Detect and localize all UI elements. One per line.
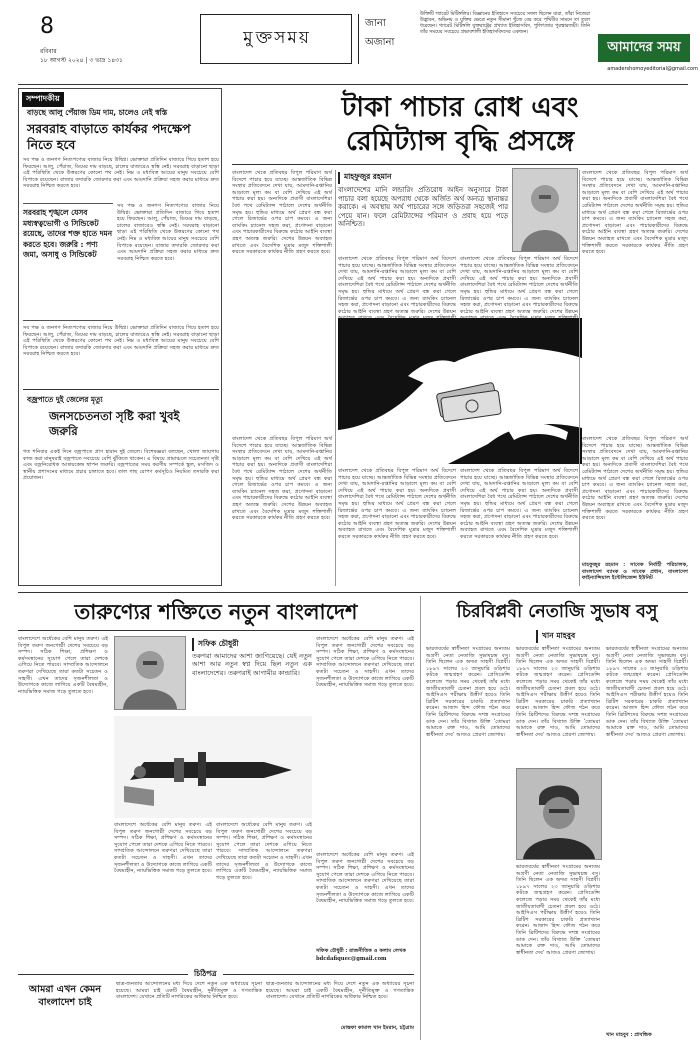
netaji-body-col: ভারতবর্ষের স্বাধীনতা সংগ্রামের অন্যতম অগ্রণী নেতা নেতাজি সুভাষচন্দ্র বসু। তিনি ছিলেন এক অদম্য সাহসী বিপ্লবী। ১৮৯৭ সালের ২৩ জানুয়ারি ওড়িশার কটকে জন্মগ্রহণ করেন। প্রেসিডেন্সি কলেজে পড়ার সময় থেকেই তাঁর মধ্যে জাতীয়তাবাদী চেতনা প্রবল হয়ে ওঠে। আইসিএস পরীক্ষায় উত্তীর্ণ হয়েও তিনি ব্রিটিশ সরকারের চাকরি প্রত্যাখ্যান করেন। আজাদ হিন্দ ফৌজ গঠন করে তিনি ব্রিটিশদের বিরুদ্ধে সশস্ত্র সংগ্রামের ডাক দেন। তাঁর বিখ্যাত উক্তি ‘তোমরা আমাকে রক্ত দাও, আমি তোমাদের স্বাধীনতা দেব’ আজও প্রেরণা জোগায়। [606,646,688,738]
youth-author-email: bdcdafiquec@gmail.com [316,956,387,962]
pen-illustration [114,716,312,818]
person-photo-icon [513,169,577,251]
youth-body-col: বাংলাদেশে অর্ধেকের বেশি মানুষ তরুণ। এই বিপুল তরুণ জনগোষ্ঠী দেশের সবচেয়ে বড় সম্পদ। সঠিক শিক্ষা, প্রশিক্ষণ ও কর্মসংস্থানের সুযোগ পেলে তারা দেশকে এগিয়ে নিতে পারবে। সাম্প্রতিক আন্দোলনে তরুণরা দেখিয়েছে তারা কতটা সচেতন ও সাহসী। এখন তাদের সৃজনশীলতা ও উদ্যোগকে কাজে লাগিয়ে একটি বৈষম্যহীন, ন্যায়ভিত্তিক সমাজ গড়ে তুলতে হবে। [216,822,312,881]
lead-author-note: মাহফুজুর রহমান : সাবেক নির্বাহী পরিচালক, বাংলাদেশ ব্যাংক ও সাবেক প্রধান, বাংলাদেশ ফাইন্যান্সিয়াল ইন্টেলিজেন্স ইউনিট [582,562,688,582]
lead-headline-2: রেমিট্যান্স বৃদ্ধি প্রসঙ্গে [345,126,575,157]
editorial2-body: গত শনিবার একই দিনে বজ্রপাতে প্রাণ হারান দুই জেলে। বিশেষজ্ঞরা বলছেন, খোলা জায়গায় কাজ করা মানুষরাই বজ্রপাতে সবচেয়ে বেশি ঝুঁকিতে থাকেন। এ বিষয়ে গ্রামাঞ্চলে সচেতনতা সৃষ্টি এবং বজ্রনিরোধক আশ্রয়কেন্দ্র স্থাপন জরুরি। বজ্রপাতের সময় করণীয় সম্পর্কে স্কুল, মসজিদ ও স্থানীয় প্রশাসনের মাধ্যমে প্রচার চালাতে হবে। তাল গাছ রোপণ কর্মসূচিও নিয়মিত তদারকি করা প্রয়োজন। [23,449,219,482]
hand-with-cash-icon [338,318,582,464]
youth-headline-rule [18,630,414,631]
letters-signature: মোস্তফা কামাল খান ইমরান, চট্টগ্রাম [340,1025,414,1031]
youth-body-col: বাংলাদেশে অর্ধেকের বেশি মানুষ তরুণ। এই বিপুল তরুণ জনগোষ্ঠী দেশের সবচেয়ে বড় সম্পদ। সঠিক শিক্ষা, প্রশিক্ষণ ও কর্মসংস্থানের সুযোগ পেলে তারা দেশকে এগিয়ে নিতে পারবে। সাম্প্রতিক আন্দোলনে তরুণরা দেখিয়েছে তারা কতটা সচেতন ও সাহসী। এখন তাদের সৃজনশীলতা ও উদ্যোগকে কাজে লাগিয়ে একটি বৈষম্যহীন, ন্যায়ভিত্তিক সমাজ গড়ে তুলতে হবে। [114,822,212,875]
lead-body-col: বাংলাদেশ থেকে প্রতিবছর বিপুল পরিমাণ অর্থ বিদেশে পাচার হয়ে যাচ্ছে। আন্তর্জাতিক বিভিন্ন সংস্থার প্রতিবেদনে দেখা যায়, আমদানি-রপ্তানির আড়ালে মূল্য কম বা বেশি দেখিয়ে এই অর্থ পাচার করা হয়। অন্যদিকে প্রবাসী বাংলাদেশিরা বৈধ পথে রেমিট্যান্স পাঠালে দেশের অর্থনীতি সমৃদ্ধ হয়। হুন্ডির মাধ্যমে অর্থ প্রেরণ বন্ধ করা গেলে রিজার্ভের ওপর চাপ কমবে। এ জন্য ব্যাংকিং চ্যানেল সহজ করা, প্রণোদনা বাড়ানো এবং পাচারকারীদের বিরুদ্ধে কঠোর আইনি ব্যবস্থা গ্রহণ অত্যন্ত জরুরি। দেশের উন্নয়ন [338,256,456,315]
tagline-line: জানা [365,18,386,29]
netaji-headline: চিরবিপ্লবী নেতাজি সুভাষ বসু [456,602,658,622]
column-rule [420,596,421,1040]
lead-author: মাহফুজুর রহমান [338,172,448,184]
lead-headline-rule [232,164,688,165]
youth-author: সফিক চৌধুরী [192,638,302,651]
netaji-body-col: ভারতবর্ষের স্বাধীনতা সংগ্রামের অন্যতম অগ্রণী নেতা নেতাজি সুভাষচন্দ্র বসু। তিনি ছিলেন এক অদম্য সাহসী বিপ্লবী। ১৮৯৭ সালের ২৩ জানুয়ারি ওড়িশার কটকে জন্মগ্রহণ করেন। প্রেসিডেন্সি কলেজে পড়ার সময় থেকেই তাঁর মধ্যে জাতীয়তাবাদী চেতনা প্রবল হয়ে ওঠে। আইসিএস পরীক্ষায় উত্তীর্ণ হয়েও তিনি ব্রিটিশ সরকারের চাকরি প্রত্যাখ্যান করেন। আজাদ হিন্দ ফৌজ গঠন করে তিনি ব্রিটিশদের বিরুদ্ধে সশস্ত্র সংগ্রামের ডাক দেন। তাঁর বিখ্যাত উক্তি ‘তোমরা আমাকে রক্ত দাও, আমি তোমাদের স্বাধীনতা দেব’ আজও প্রেরণা জোগায়। [426,646,510,738]
masthead [0,0,700,84]
youth-headline: তারুণ্যের শক্তিতে নতুন বাংলাদেশ [74,600,358,624]
editorial-headline: সরবরাহ বাড়াতে কার্যকর পদক্ষেপ নিতে হবে [27,121,191,152]
lead-body-col: বাংলাদেশ থেকে প্রতিবছর বিপুল পরিমাণ অর্থ বিদেশে পাচার হয়ে যাচ্ছে। আন্তর্জাতিক বিভিন্ন সংস্থার প্রতিবেদনে দেখা যায়, আমদানি-রপ্তানির আড়ালে মূল্য কম বা বেশি দেখিয়ে এই অর্থ পাচার করা হয়। অন্যদিকে প্রবাসী বাংলাদেশিরা বৈধ পথে রেমিট্যান্স পাঠালে দেশের অর্থনীতি সমৃদ্ধ হয়। হুন্ডির মাধ্যমে অর্থ প্রেরণ বন্ধ করা গেলে রিজার্ভের ওপর চাপ কমবে। এ জন্য ব্যাংকিং চ্যানেল সহজ করা, প্রণোদনা বাড়ানো এবং পাচারকারীদের বিরুদ্ধে কঠোর আইনি ব্যবস্থা গ্রহণ অত্যন্ত জরুরি। দেশের উন্নয়ন অব্যাহত রাখতে এবং বৈদেশিক মুদ্রার মজুদ শক্তিশালী করতে সরকারকে কার্যকর নীতি গ্রহণ করতে হবে। [232,436,332,522]
lead-body-col: বাংলাদেশ থেকে প্রতিবছর বিপুল পরিমাণ অর্থ বিদেশে পাচার হয়ে যাচ্ছে। আন্তর্জাতিক বিভিন্ন সংস্থার প্রতিবেদনে দেখা যায়, আমদানি-রপ্তানির আড়ালে মূল্য কম বা বেশি দেখিয়ে এই অর্থ পাচার করা হয়। অন্যদিকে প্রবাসী বাংলাদেশিরা বৈধ পথে রেমিট্যান্স পাঠালে দেশের অর্থনীতি সমৃদ্ধ হয়। হুন্ডির মাধ্যমে অর্থ প্রেরণ বন্ধ করা গেলে রিজার্ভের ওপর চাপ কমবে। এ জন্য ব্যাংকিং চ্যানেল সহজ করা, প্রণোদনা বাড়ানো এবং পাচারকারীদের বিরুদ্ধে কঠোর আইনি ব্যবস্থা গ্রহণ অত্যন্ত জরুরি। দেশের উন্নয়ন অব্যাহত রাখতে এবং বৈদেশিক মুদ্রার মজুদ শক্তিশালী করতে সরকারকে কার্যকর নীতি গ্রহণ করতে হবে। [460,468,578,540]
lead-body-col: বাংলাদেশ থেকে প্রতিবছর বিপুল পরিমাণ অর্থ বিদেশে পাচার হয়ে যাচ্ছে। আন্তর্জাতিক বিভিন্ন সংস্থার প্রতিবেদনে দেখা যায়, আমদানি-রপ্তানির আড়ালে মূল্য কম বা বেশি দেখিয়ে এই অর্থ পাচার করা হয়। অন্যদিকে প্রবাসী বাংলাদেশিরা বৈধ পথে রেমিট্যান্স পাঠালে দেশের অর্থনীতি সমৃদ্ধ হয়। হুন্ডির মাধ্যমে অর্থ প্রেরণ বন্ধ করা গেলে রিজার্ভের ওপর চাপ কমবে। এ জন্য ব্যাংকিং চ্যানেল সহজ করা, প্রণোদনা বাড়ানো এবং পাচারকারীদের বিরুদ্ধে কঠোর আইনি ব্যবস্থা গ্রহণ অত্যন্ত জরুরি। দেশের উন্নয়ন অব্যাহত রাখতে এবং বৈদেশিক মুদ্রার মজুদ শক্তিশালী করতে সরকারকে কার্যকর নীতি গ্রহণ করতে হবে। [338,468,456,540]
lead-body-col: বাংলাদেশ থেকে প্রতিবছর বিপুল পরিমাণ অর্থ বিদেশে পাচার হয়ে যাচ্ছে। আন্তর্জাতিক বিভিন্ন সংস্থার প্রতিবেদনে দেখা যায়, আমদানি-রপ্তানির আড়ালে মূল্য কম বা বেশি দেখিয়ে এই অর্থ পাচার করা হয়। অন্যদিকে প্রবাসী বাংলাদেশিরা বৈধ পথে রেমিট্যান্স পাঠালে দেশের অর্থনীতি সমৃদ্ধ হয়। হুন্ডির মাধ্যমে অর্থ প্রেরণ বন্ধ করা গেলে রিজার্ভের ওপর চাপ কমবে। এ জন্য ব্যাংকিং চ্যানেল সহজ করা, প্রণোদনা বাড়ানো এবং পাচারকারীদের বিরুদ্ধে কঠোর আইনি ব্যবস্থা গ্রহণ অত্যন্ত জরুরি। দেশের উন্নয়ন অব্যাহত রাখতে এবং বৈদেশিক মুদ্রার মজুদ শক্তিশালী করতে সরকারকে কার্যকর নীতি গ্রহণ করতে হবে। [582,436,688,522]
editorial-split [23,389,219,390]
editorial-email: amadershomoyeditorial@gmail.com [607,66,698,72]
editorial-kicker: বাড়ছে আলু পেঁয়াজ ডিম দাম, চালেও নেই স্বস্তি [27,108,168,117]
netaji-author: খান মাহবুব [536,630,636,643]
letters-headline: আমরা এখন কেমন বাংলাদেশ চাই [28,984,102,1008]
author-photo [114,636,186,710]
tagline-line: অজানা [365,37,395,48]
pen-sword-icon [114,716,312,818]
lead-body-col: বাংলাদেশ থেকে প্রতিবছর বিপুল পরিমাণ অর্থ বিদেশে পাচার হয়ে যাচ্ছে। আন্তর্জাতিক বিভিন্ন সংস্থার প্রতিবেদনে দেখা যায়, আমদানি-রপ্তানির আড়ালে মূল্য কম বা বেশি দেখিয়ে এই অর্থ পাচার করা হয়। অন্যদিকে প্রবাসী বাংলাদেশিরা বৈধ পথে রেমিট্যান্স পাঠালে দেশের অর্থনীতি সমৃদ্ধ হয়। হুন্ডির মাধ্যমে অর্থ প্রেরণ বন্ধ করা গেলে রিজার্ভের ওপর চাপ কমবে। এ জন্য ব্যাংকিং চ্যানেল সহজ করা, প্রণোদনা বাড়ানো এবং পাচারকারীদের বিরুদ্ধে কঠোর আইনি ব্যবস্থা গ্রহণ অত্যন্ত জরুরি। দেশের উন্নয়ন [460,256,578,315]
section-letter: স [274,28,286,48]
netaji-author-note: খান মাহবুব : প্রাবন্ধিক [606,1032,652,1038]
youth-body-col: বাংলাদেশে অর্ধেকের বেশি মানুষ তরুণ। এই বিপুল তরুণ জনগোষ্ঠী দেশের সবচেয়ে বড় সম্পদ। সঠিক শিক্ষা, প্রশিক্ষণ ও কর্মসংস্থানের সুযোগ পেলে তারা দেশকে এগিয়ে নিতে পারবে। সাম্প্রতিক আন্দোলনে তরুণরা দেখিয়েছে তারা কতটা সচেতন ও সাহসী। এখন তাদের সৃজনশীলতা ও উদ্যোগকে কাজে লাগিয়ে একটি বৈষম্যহীন, ন্যায়ভিত্তিক সমাজ গড়ে তুলতে হবে। [18,636,108,695]
masthead-divider [18,84,688,85]
letters-body: ছাত্র-জনতার আন্দোলনের মধ্য দিয়ে দেশে নতুন এক অধ্যায়ের সূচনা হয়েছে। আমরা চাই একটি বৈষম্যহীন, দুর্নীতিমুক্ত ও গণতান্ত্রিক বাংলাদেশ। যেখানে প্রতিটি নাগরিকের অধিকার নিশ্চিত হবে। [266,981,414,1001]
netaji-portrait [516,768,602,860]
youth-author-note: সফিক চৌধুরী : রাজনীতিক ও কলাম লেখক [316,948,407,954]
letters-section [18,969,414,1040]
newspaper-logo: আমাদের সময় [598,34,690,62]
letters-box [18,852,112,970]
editorial-body-cont: সব পক্ষ ও জনগণ নিত্যপণ্যের বাজার নিয়ে উদ্বিগ্ন। ভোক্তারা প্রতিদিন বাজারে গিয়ে হতাশ হয়ে ফিরছেন। আলু, পেঁয়াজ, ডিমের দাম বাড়ছে, চালের বাজারেও স্বস্তি নেই। সরবরাহ বাড়ানো ছাড়া এই পরিস্থিতি থেকে উত্তরণের কোনো পথ নেই। নিম্ন ও মধ্যবিত্ত আয়ের মানুষ সবচেয়ে বেশি বিপাকে রয়েছেন। বাজার তদারকি জোরদার করা এবং আমদানি প্রক্রিয়া সহজ করার মাধ্যমে দ্রুত সরবরাহ নিশ্চিত করতে হবে। [23,325,219,358]
editorial2-kicker: বজ্রপাতে দুই জেলের মৃত্যু [27,395,103,404]
section-letter: ম [287,28,297,48]
lead-headline-1: টাকা পাচার রোধ এবং [341,92,579,123]
section-letter: মু [243,28,254,48]
page-number: 8 [40,14,54,39]
lead-intro: বাংলাদেশের মানি লন্ডারিং প্রতিরোধ আইন অনুসারে টাকা পাচার বলা হয়েছে অপরাধ থেকে অর্জিত অর্থ অন্যত্র স্থানান্তর করাকে। এ অবস্থায় অর্থ পাচারের সঙ্গে জড়িতরা সহজেই পার পেয়ে যান। ফলে রেমিট্যান্সের পরিমাণ ও প্রবাহ হয়ে পড়ে অনিশ্চিত। [338,186,508,229]
letters-label: চিঠিপত্র [188,969,223,981]
section-divider [18,592,688,593]
letters-body: ছাত্র-জনতার আন্দোলনের মধ্য দিয়ে দেশে নতুন এক অধ্যায়ের সূচনা হয়েছে। আমরা চাই একটি বৈষম্যহীন, দুর্নীতিমুক্ত ও গণতান্ত্রিক বাংলাদেশ। যেখানে প্রতিটি নাগরিকের অধিকার নিশ্চিত হবে। [116,981,262,1001]
column-rule [335,170,336,586]
editorial-box [18,88,222,586]
editorial-body: সব পক্ষ ও জনগণ নিত্যপণ্যের বাজার নিয়ে উদ্বিগ্ন। ভোক্তারা প্রতিদিন বাজারে গিয়ে হতাশ হয়ে ফিরছেন। আলু, পেঁয়াজ, ডিমের দাম বাড়ছে, চালের বাজারেও স্বস্তি নেই। সরবরাহ বাড়ানো ছাড়া এই পরিস্থিতি থেকে উত্তরণের কোনো পথ নেই। নিম্ন ও মধ্যবিত্ত আয়ের মানুষ সবচেয়ে বেশি বিপাকে রয়েছেন। বাজার তদারকি জোরদার করা এবং আমদানি প্রক্রিয়া সহজ করার মাধ্যমে দ্রুত সরবরাহ নিশ্চিত করতে হবে। [23,157,219,190]
masthead-date: ১৮ আগস্ট ২০২৪ | ৩ ভাদ্র ১৪৩১ [40,57,123,64]
netaji-body-col: ভারতবর্ষের স্বাধীনতা সংগ্রামের অন্যতম অগ্রণী নেতা নেতাজি সুভাষচন্দ্র বসু। তিনি ছিলেন এক অদম্য সাহসী বিপ্লবী। ১৮৯৭ সালের ২৩ জানুয়ারি ওড়িশার কটকে জন্মগ্রহণ করেন। প্রেসিডেন্সি কলেজে পড়ার সময় থেকেই তাঁর মধ্যে জাতীয়তাবাদী চেতনা প্রবল হয়ে ওঠে। আইসিএস পরীক্ষায় উত্তীর্ণ হয়েও তিনি ব্রিটিশ সরকারের চাকরি প্রত্যাখ্যান করেন। আজাদ হিন্দ ফৌজ গঠন করে তিনি ব্রিটিশদের বিরুদ্ধে সশস্ত্র সংগ্রামের ডাক দেন। তাঁর বিখ্যাত উক্তি ‘তোমরা আমাকে রক্ত দাও, আমি তোমাদের স্বাধীনতা দেব’ আজও প্রেরণা জোগায়। [516,864,600,956]
money-illustration [338,318,582,464]
netaji-body-col: ভারতবর্ষের স্বাধীনতা সংগ্রামের অন্যতম অগ্রণী নেতা নেতাজি সুভাষচন্দ্র বসু। তিনি ছিলেন এক অদম্য সাহসী বিপ্লবী। ১৮৯৭ সালের ২৩ জানুয়ারি ওড়িশার কটকে জন্মগ্রহণ করেন। প্রেসিডেন্সি কলেজে পড়ার সময় থেকেই তাঁর মধ্যে জাতীয়তাবাদী চেতনা প্রবল হয়ে ওঠে। আইসিএস পরীক্ষায় উত্তীর্ণ হয়েও তিনি ব্রিটিশ সরকারের চাকরি প্রত্যাখ্যান করেন। আজাদ হিন্দ ফৌজ গঠন করে তিনি ব্রিটিশদের বিরুদ্ধে সশস্ত্র সংগ্রামের ডাক দেন। তাঁর বিখ্যাত উক্তি ‘তোমরা আমাকে রক্ত দাও, আমি তোমাদের স্বাধীনতা দেব’ আজও প্রেরণা জোগায়। [516,646,600,738]
section-letter: য় [298,28,309,48]
person-photo-icon [115,637,185,709]
masthead-quote: উক্তিটি গ্যারেট মিটিঙ্গলির। বিজ্ঞানের ইতিহাসে সবচেয়ে সফল ছিলেন যারা, তাঁরা নিজেরা উদ্ভাবন, অভিনয় ও যুক্তির ক্ষেত্রে নতুন সীমানা খুঁজে বের করে পৃথিবীর সামনে তা তুলে ধরেছেন। গ্যারেট মিটিঙ্গলি যুক্তরাষ্ট্রের প্রখ্যাত ইতিহাসবিদ, পুলিৎজার পুরস্কারজয়ী। তিনি তাঁর সময়ের সবচেয়ে প্রভাবশালী ইতিহাসবিদদের একজন। [420,12,590,35]
lead-body-col: বাংলাদেশ থেকে প্রতিবছর বিপুল পরিমাণ অর্থ বিদেশে পাচার হয়ে যাচ্ছে। আন্তর্জাতিক বিভিন্ন সংস্থার প্রতিবেদনে দেখা যায়, আমদানি-রপ্তানির আড়ালে মূল্য কম বা বেশি দেখিয়ে এই অর্থ পাচার করা হয়। অন্যদিকে প্রবাসী বাংলাদেশিরা বৈধ পথে রেমিট্যান্স পাঠালে দেশের অর্থনীতি সমৃদ্ধ হয়। হুন্ডির মাধ্যমে অর্থ প্রেরণ বন্ধ করা গেলে রিজার্ভের ওপর চাপ কমবে। এ জন্য ব্যাংকিং চ্যানেল সহজ করা, প্রণোদনা বাড়ানো এবং পাচারকারীদের বিরুদ্ধে কঠোর আইনি ব্যবস্থা গ্রহণ অত্যন্ত জরুরি। দেশের উন্নয়ন অব্যাহত রাখতে এবং বৈদেশিক মুদ্রার মজুদ শক্তিশালী করতে সরকারকে কার্যকর নীতি গ্রহণ করতে হবে। [582,170,688,256]
editorial2-headline: জনসচেতনতা সৃষ্টি করা খুবই জরুরি [49,409,180,438]
editorial-pullquote: সরবরাহ শৃঙ্খলে যেসব মধ্যস্বত্বভোগী ও সিন্ডিকেট রয়েছে, তাদের শক্ত হাতে দমন করতে হবে। জরুরি : পণ্য জমা, অসাধু ও সিন্ডিকেট [23,203,113,321]
person-photo-icon [517,769,601,859]
editorial-label: সম্পাদকীয় [22,92,64,107]
masthead-day: রবিবার [40,48,57,55]
author-photo [512,168,578,252]
column-rule [579,170,580,586]
youth-body-col: বাংলাদেশে অর্ধেকের বেশি মানুষ তরুণ। এই বিপুল তরুণ জনগোষ্ঠী দেশের সবচেয়ে বড় সম্পদ। সঠিক শিক্ষা, প্রশিক্ষণ ও কর্মসংস্থানের সুযোগ পেলে তারা দেশকে এগিয়ে নিতে পারবে। সাম্প্রতিক আন্দোলনে তরুণরা দেখিয়েছে তারা কতটা সচেতন ও সাহসী। এখন তাদের সৃজনশীলতা ও উদ্যোগকে কাজে লাগিয়ে একটি বৈষম্যহীন, ন্যায়ভিত্তিক সমাজ গড়ে তুলতে হবে। [316,636,414,689]
youth-intro: তরুণরা আমাদের আশা জাগিয়েছে। যেই নতুন আশা আর নতুন স্বপ্ন দিয়ে ছিল নতুন এক বাংলাদেশের। তরুণরাই আগামীর কান্ডারি। [192,652,312,677]
lead-body-col: বাংলাদেশ থেকে প্রতিবছর বিপুল পরিমাণ অর্থ বিদেশে পাচার হয়ে যাচ্ছে। আন্তর্জাতিক বিভিন্ন সংস্থার প্রতিবেদনে দেখা যায়, আমদানি-রপ্তানির আড়ালে মূল্য কম বা বেশি দেখিয়ে এই অর্থ পাচার করা হয়। অন্যদিকে প্রবাসী বাংলাদেশিরা বৈধ পথে রেমিট্যান্স পাঠালে দেশের অর্থনীতি সমৃদ্ধ হয়। হুন্ডির মাধ্যমে অর্থ প্রেরণ বন্ধ করা গেলে রিজার্ভের ওপর চাপ কমবে। এ জন্য ব্যাংকিং চ্যানেল সহজ করা, প্রণোদনা বাড়ানো এবং পাচারকারীদের বিরুদ্ধে কঠোর আইনি ব্যবস্থা গ্রহণ অত্যন্ত জরুরি। দেশের উন্নয়ন অব্যাহত রাখতে এবং বৈদেশিক মুদ্রার মজুদ শক্তিশালী করতে সরকারকে কার্যকর নীতি গ্রহণ করতে হবে। [232,170,332,256]
section-title [200,14,352,64]
editorial-body-cont: সব পক্ষ ও জনগণ নিত্যপণ্যের বাজার নিয়ে উদ্বিগ্ন। ভোক্তারা প্রতিদিন বাজারে গিয়ে হতাশ হয়ে ফিরছেন। আলু, পেঁয়াজ, ডিমের দাম বাড়ছে, চালের বাজারেও স্বস্তি নেই। সরবরাহ বাড়ানো ছাড়া এই পরিস্থিতি থেকে উত্তরণের কোনো পথ নেই। নিম্ন ও মধ্যবিত্ত আয়ের মানুষ সবচেয়ে বেশি বিপাকে রয়েছেন। বাজার তদারকি জোরদার করা এবং আমদানি প্রক্রিয়া সহজ করার মাধ্যমে দ্রুত সরবরাহ নিশ্চিত করতে হবে। [117,203,219,262]
tagline [358,14,414,64]
youth-body-col: বাংলাদেশে অর্ধেকের বেশি মানুষ তরুণ। এই বিপুল তরুণ জনগোষ্ঠী দেশের সবচেয়ে বড় সম্পদ। সঠিক শিক্ষা, প্রশিক্ষণ ও কর্মসংস্থানের সুযোগ পেলে তারা দেশকে এগিয়ে নিতে পারবে। সাম্প্রতিক আন্দোলনে তরুণরা দেখিয়েছে তারা কতটা সচেতন ও সাহসী। এখন তাদের সৃজনশীলতা ও উদ্যোগকে কাজে লাগিয়ে একটি বৈষম্যহীন, ন্যায়ভিত্তিক সমাজ গড়ে তুলতে হবে। [316,852,414,905]
section-letter: ক্ত [255,28,273,48]
